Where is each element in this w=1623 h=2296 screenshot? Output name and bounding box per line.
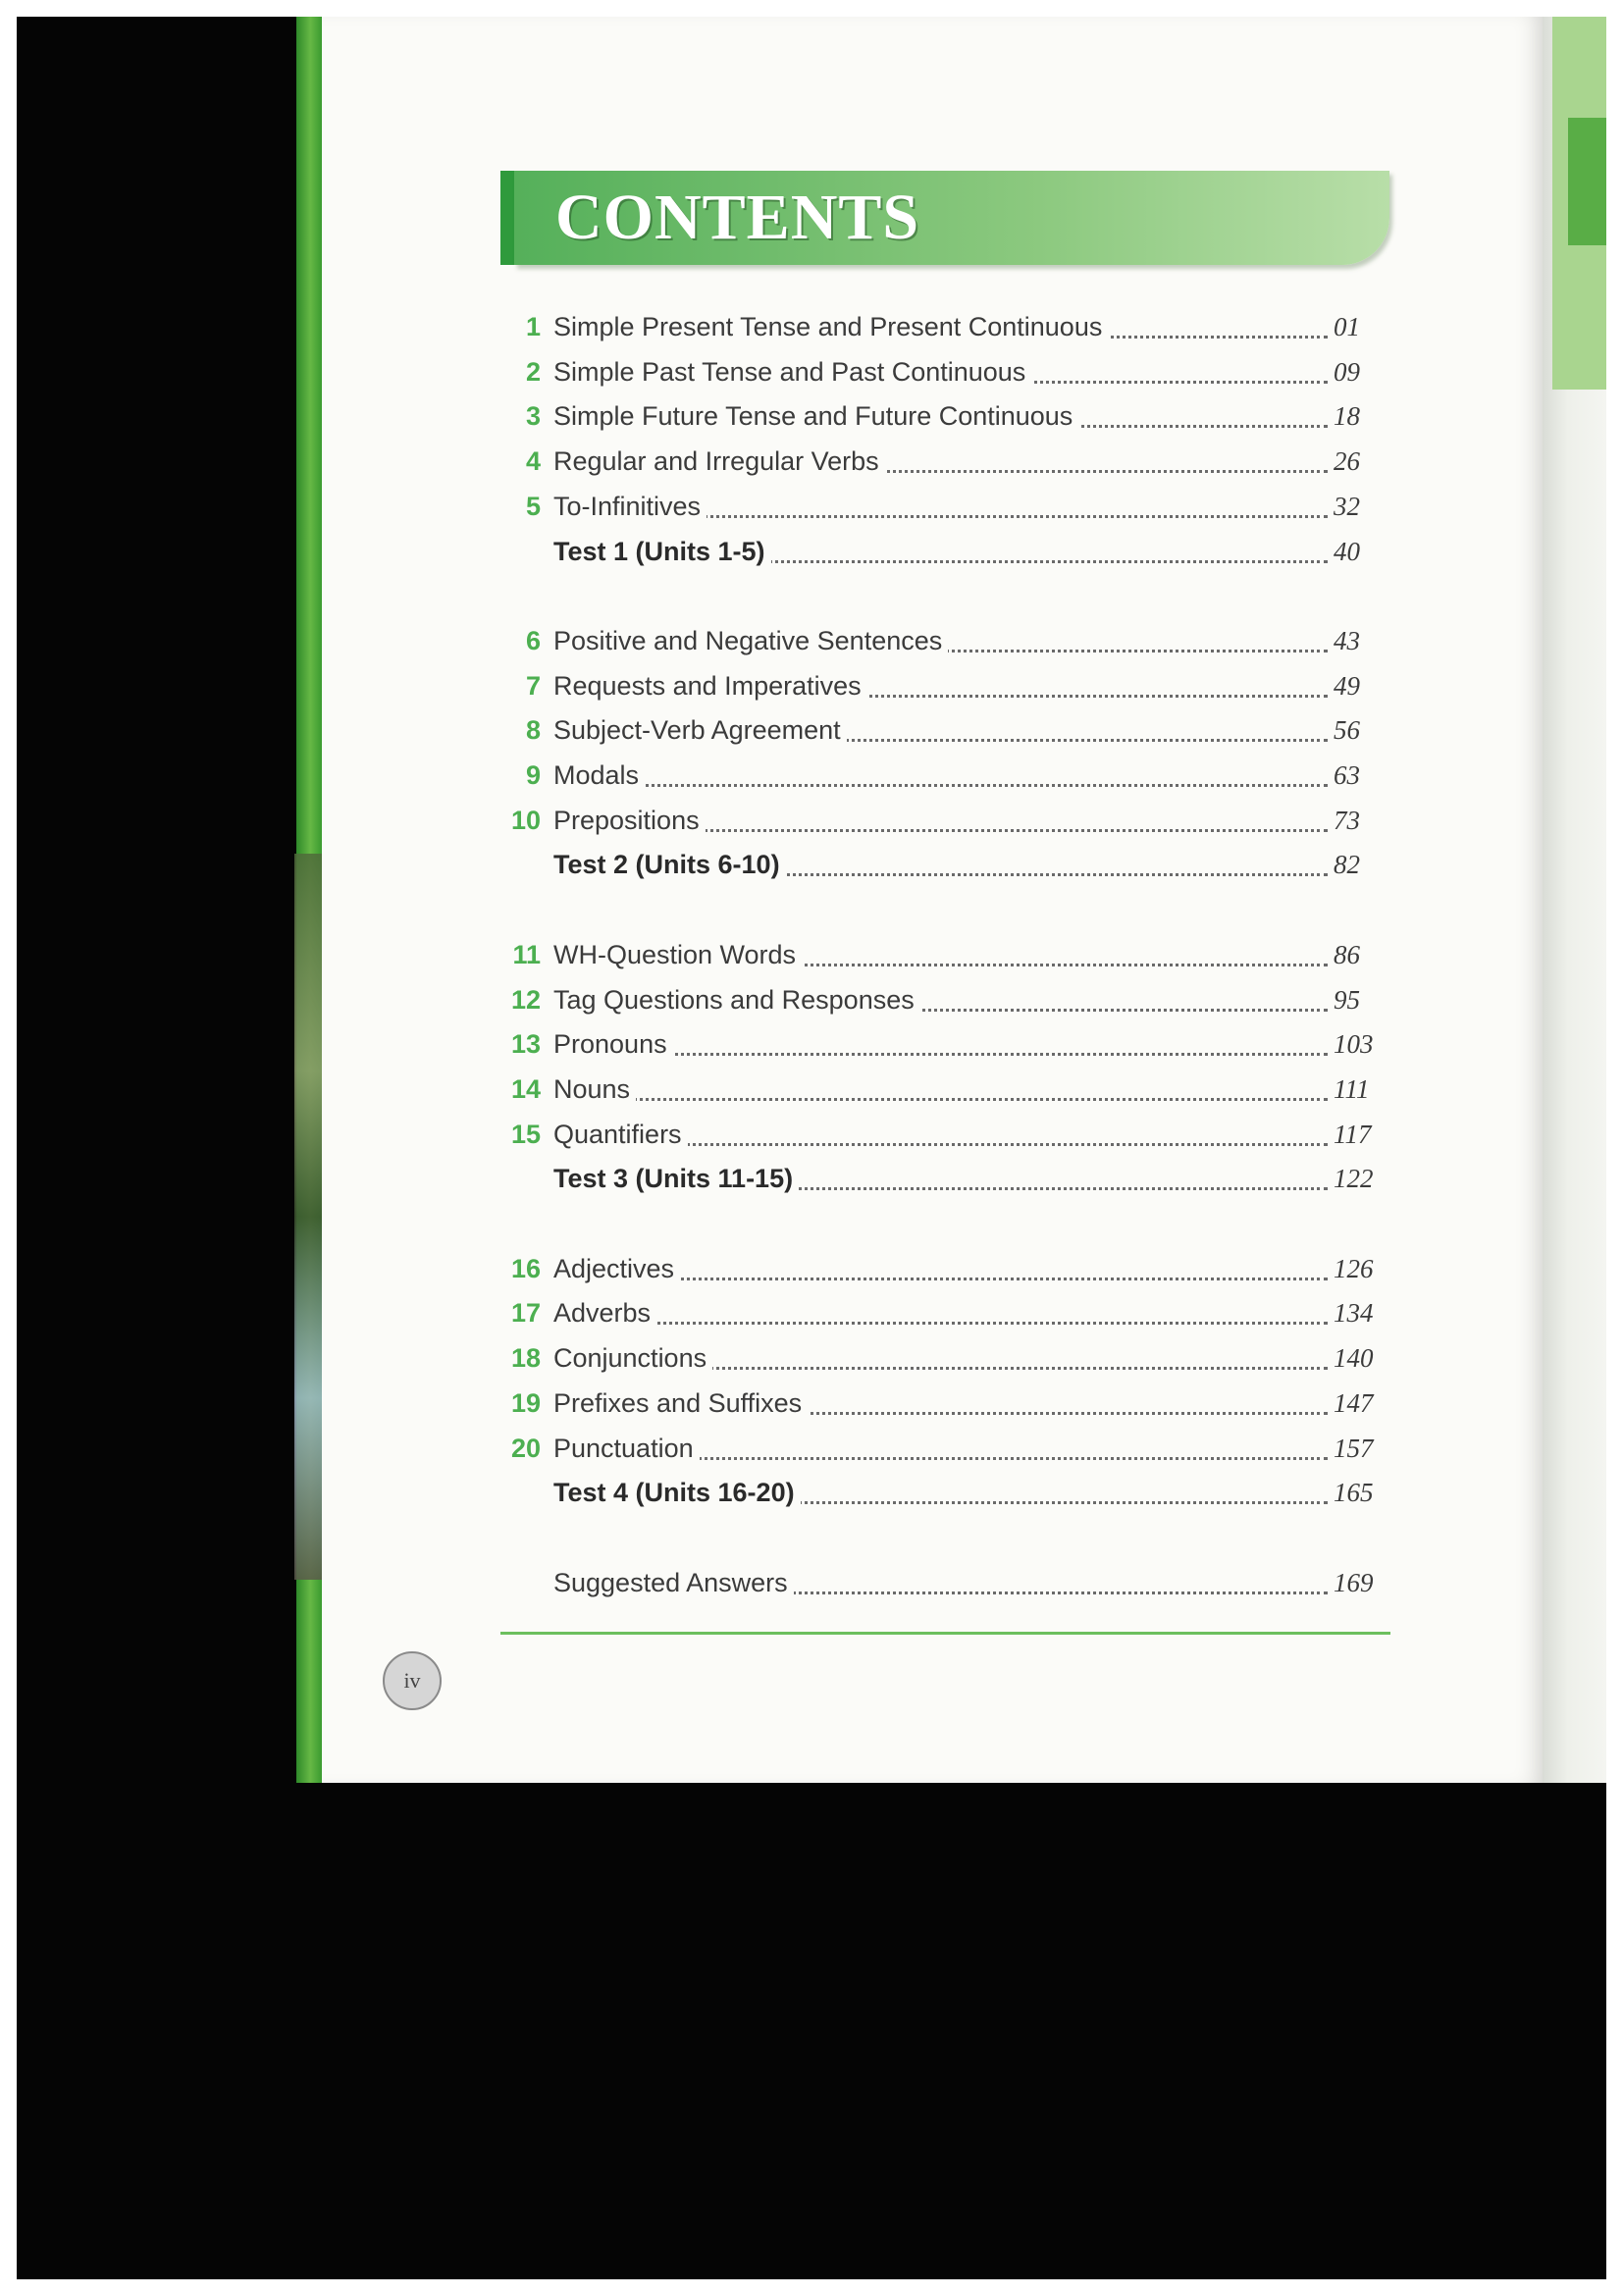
dot-leader [556, 1098, 1328, 1101]
toc-unit-number: 18 [510, 1343, 541, 1374]
toc-unit-number: 2 [525, 356, 541, 387]
toc-page-number: 157 [1330, 1427, 1379, 1470]
toc-entry [496, 1247, 1379, 1290]
toc-page-number: 56 [1330, 708, 1379, 752]
toc-entry-title: Test 3 (Units 11-15) [553, 1157, 799, 1200]
toc-entry-title: Regular and Irregular Verbs [553, 440, 885, 483]
toc-entry-title: Suggested Answers [553, 1561, 794, 1604]
toc-page-number: 49 [1330, 664, 1379, 707]
toc-entry [496, 394, 1379, 438]
toc-unit-number: 12 [510, 984, 541, 1015]
dot-leader [556, 1322, 1328, 1325]
toc-unit-number: 5 [525, 491, 541, 521]
toc-entry-title: Simple Past Tense and Past Continuous [553, 350, 1031, 393]
toc-page-number: 140 [1330, 1336, 1379, 1380]
toc-page-number: 86 [1330, 933, 1379, 976]
toc-entry-title: Modals [553, 754, 645, 797]
toc-unit-number: 6 [525, 625, 541, 655]
toc-entry [496, 1068, 1379, 1111]
toc-page-number: 32 [1330, 485, 1379, 528]
toc-entry [496, 664, 1379, 707]
toc-entry [496, 708, 1379, 752]
toc-entry-title: Test 2 (Units 6-10) [553, 843, 786, 886]
toc-page-number: 126 [1330, 1247, 1379, 1290]
banner-accent-bar [500, 171, 514, 265]
toc-entry [496, 619, 1379, 662]
toc-entry [496, 1561, 1379, 1604]
toc-page-number: 73 [1330, 799, 1379, 842]
page-number: iv [403, 1668, 421, 1693]
toc-entry [496, 1022, 1379, 1066]
toc-entry-title: Subject-Verb Agreement [553, 708, 847, 752]
contents-page [322, 17, 1543, 1783]
toc-entry-title: Positive and Negative Sentences [553, 619, 948, 662]
toc-unit-number: 9 [525, 760, 541, 790]
toc-unit-number: 20 [510, 1433, 541, 1463]
toc-unit-number: 19 [510, 1387, 541, 1418]
toc-entry-title: Test 4 (Units 16-20) [553, 1471, 801, 1514]
toc-page-number: 134 [1330, 1291, 1379, 1334]
toc-page-number: 01 [1330, 305, 1379, 348]
toc-unit-number: 11 [512, 939, 541, 969]
toc-page-number: 122 [1330, 1157, 1379, 1200]
toc-entry [496, 350, 1379, 393]
toc-entry-title: To-Infinitives [553, 485, 707, 528]
toc-page-number: 169 [1330, 1561, 1379, 1604]
toc-page-number: 63 [1330, 754, 1379, 797]
toc-entry-title: Requests and Imperatives [553, 664, 867, 707]
toc-entry [496, 1157, 1379, 1200]
toc-entry-title: Punctuation [553, 1427, 700, 1470]
toc-entry-title: WH-Question Words [553, 933, 802, 976]
toc-entry-title: Quantifiers [553, 1113, 688, 1156]
toc-entry [496, 305, 1379, 348]
bottom-divider [500, 1632, 1390, 1635]
toc-entry [496, 1471, 1379, 1514]
toc-entry [496, 1382, 1379, 1425]
toc-entry-title: Nouns [553, 1068, 636, 1111]
toc-unit-number: 13 [510, 1029, 541, 1060]
toc-page-number: 26 [1330, 440, 1379, 483]
toc-entry [496, 1291, 1379, 1334]
toc-entry [496, 799, 1379, 842]
toc-unit-number: 3 [525, 401, 541, 432]
toc-unit-number: 16 [510, 1253, 541, 1283]
toc-entry-title: Adverbs [553, 1291, 656, 1334]
toc-unit-number: 10 [510, 805, 541, 835]
toc-entry-title: Simple Present Tense and Present Continuous [553, 305, 1108, 348]
toc-page-number: 95 [1330, 978, 1379, 1021]
facing-page-green-tab [1568, 118, 1606, 245]
toc-page-number: 09 [1330, 350, 1379, 393]
toc-page-number: 117 [1330, 1113, 1379, 1156]
toc-entry-title: Test 1 (Units 1-5) [553, 530, 771, 573]
toc-page-number: 111 [1330, 1068, 1379, 1111]
cover-photo-strip [294, 854, 322, 1580]
toc-page-number: 165 [1330, 1471, 1379, 1514]
toc-unit-number: 4 [525, 446, 541, 477]
toc-entry [496, 978, 1379, 1021]
toc-unit-number: 17 [510, 1298, 541, 1329]
toc-unit-number: 14 [510, 1073, 541, 1104]
toc-page-number: 82 [1330, 843, 1379, 886]
toc-page-number: 43 [1330, 619, 1379, 662]
toc-unit-number: 8 [525, 715, 541, 746]
toc-entry [496, 1113, 1379, 1156]
dot-leader [556, 784, 1328, 787]
toc-entry [496, 530, 1379, 573]
toc-entry [496, 1336, 1379, 1380]
toc-unit-number: 15 [510, 1119, 541, 1149]
toc-entry-title: Tag Questions and Responses [553, 978, 920, 1021]
page-number-badge [383, 1651, 442, 1710]
toc-unit-number: 7 [525, 670, 541, 701]
toc-entry-title: Prepositions [553, 799, 706, 842]
toc-entry [496, 754, 1379, 797]
toc-entry-title: Adjectives [553, 1247, 680, 1290]
toc-entry-title: Pronouns [553, 1022, 673, 1066]
toc-unit-number: 1 [525, 312, 541, 341]
toc-entry [496, 1427, 1379, 1470]
toc-entry [496, 485, 1379, 528]
toc-entry [496, 933, 1379, 976]
toc-entry [496, 843, 1379, 886]
toc-page-number: 40 [1330, 530, 1379, 573]
toc-entry-title: Prefixes and Suffixes [553, 1382, 808, 1425]
toc-page-number: 103 [1330, 1022, 1379, 1066]
contents-banner [500, 169, 1389, 267]
toc-page-number: 18 [1330, 394, 1379, 438]
toc-entry [496, 440, 1379, 483]
toc-entry-title: Conjunctions [553, 1336, 712, 1380]
toc-entry-title: Simple Future Tense and Future Continuous [553, 394, 1078, 438]
page-title: CONTENTS [555, 182, 920, 253]
toc-page-number: 147 [1330, 1382, 1379, 1425]
